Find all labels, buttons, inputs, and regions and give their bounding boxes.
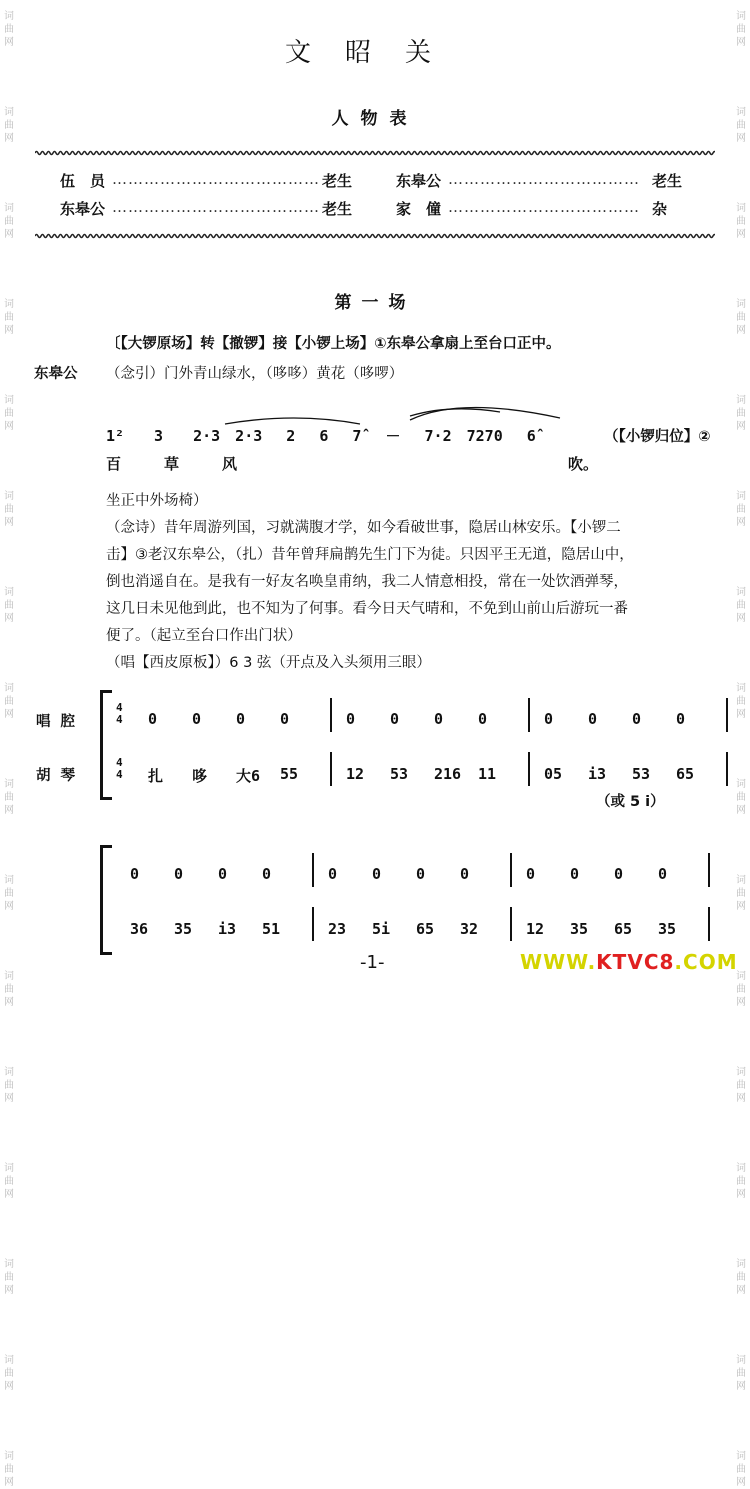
score-note: 0 [174,865,184,883]
score-note: 0 [328,865,338,883]
score-note: 0 [676,710,686,728]
score-note: 0 [614,865,624,883]
score-system-1 [100,690,725,800]
scene-heading: 第一场 [334,293,416,313]
side-watermark-group: 词 曲 网 [736,11,746,48]
score-note: 0 [632,710,642,728]
side-watermark-group: 词 曲 网 [4,1259,14,1296]
side-watermark-group: 词 曲 网 [736,299,746,336]
character-list-heading: 人物表 [331,109,419,129]
leader-dots: ……………………………… [448,198,640,216]
barline [330,698,332,732]
barline [510,853,512,887]
watermark-char: W [566,950,588,974]
score-note: 53 [390,765,409,783]
side-watermark-group: 词 曲 网 [4,587,14,624]
score-note: 11 [478,765,497,783]
score-note: 0 [130,865,140,883]
lyric-char: 风 [222,455,238,473]
score-note: 216 [434,765,462,783]
side-watermark-group: 词 曲 网 [4,779,14,816]
character-type: 老生 [322,200,353,218]
score-note: 0 [390,710,400,728]
lyric-char: 吹。 [568,455,599,473]
side-watermark-group: 词 曲 网 [736,1067,746,1104]
bracket-top [100,845,112,848]
side-watermark-group: 词 曲 网 [736,587,746,624]
side-watermark-group: 词 曲 网 [4,107,14,144]
watermark-char: V [627,950,644,974]
side-watermark-group: 词 曲 网 [4,11,14,48]
score-note: 0 [372,865,382,883]
character-name: 伍 员 [60,172,106,190]
dialogue-line: 这几日未见他到此，也不知为了何事。看今日天气晴和，不免到山前山后游玩一番 [106,601,628,617]
time-signature: 4 4 [116,756,123,781]
wavy-divider-bottom [35,233,715,239]
score-note: 05 [544,765,563,783]
side-watermark-group: 词 曲 网 [736,875,746,912]
score-note: 65 [416,920,435,938]
score-note: 35 [658,920,677,938]
score-note: 0 [478,710,488,728]
watermark-char: W [520,950,544,974]
barline [100,690,103,800]
score-note: 扎 [148,767,164,785]
side-watermark-group: 词 曲 网 [736,1163,746,1200]
score-note: 55 [280,765,299,783]
score-note: 35 [174,920,193,938]
site-watermark [520,950,738,974]
alternate-note: （或 5 i） [596,794,665,810]
side-watermark-group: 词 曲 网 [736,971,746,1008]
watermark-char: O [698,950,717,974]
side-watermark-group: 词 曲 网 [736,683,746,720]
character-row [60,198,700,226]
score-note: 0 [526,865,536,883]
score-note: i3 [588,765,607,783]
dialogue-line: 倒也消遥自在。是我有一好友名唤皇甫纳，我二人情意相投，常在一处饮酒弹琴， [106,574,628,590]
barline [100,845,103,955]
side-watermark-group: 词 曲 网 [4,1067,14,1104]
score-note: 0 [460,865,470,883]
barline [312,853,314,887]
score-note: 0 [588,710,598,728]
score-note: 0 [192,710,202,728]
character-name: 家 僮 [396,200,442,218]
leader-dots: ………………………………… [112,198,320,216]
dialogue-line: 坐正中外场椅） [106,493,208,509]
score-note: 65 [614,920,633,938]
barline [312,907,314,941]
barline [708,853,710,887]
barline [330,752,332,786]
side-watermark-group: 词 曲 网 [4,203,14,240]
leader-dots: ……………………………… [448,170,640,188]
score-note: 0 [570,865,580,883]
vocal-label: 唱腔 [36,714,85,730]
side-watermark-group: 词 曲 网 [4,1355,14,1392]
side-watermark-group: 词 曲 网 [4,683,14,720]
bracket-top [100,690,112,693]
score-note: 0 [544,710,554,728]
stage-direction-inline: （【小锣归位】② [604,429,711,445]
page-title: 文昭关 [284,38,465,68]
watermark-char: . [674,950,684,974]
side-watermark-group: 词 曲 网 [4,395,14,432]
score-note: 51 [262,920,281,938]
score-note: 0 [236,710,246,728]
side-watermark-group: 词 曲 网 [4,875,14,912]
barline [726,752,728,786]
side-watermark-group: 词 曲 网 [4,1163,14,1200]
dialogue-line: （唱【西皮原板】）6 3 弦（开点及入头须用三眼） [106,655,431,671]
dialogue-paragraph [106,488,718,677]
dialogue-line: 击】③老汉东皋公，（扎）昔年曾拜扁鹊先生门下为徒。只因平王无道，隐居山中， [106,547,634,563]
slur-marks-2 [220,412,370,426]
character-type: 杂 [652,200,668,218]
watermark-char: W [543,950,567,974]
score-note: 65 [676,765,695,783]
score-note: 0 [218,865,228,883]
side-watermark-group: 词 曲 网 [736,395,746,432]
score-note: 53 [632,765,651,783]
score-note: 0 [416,865,426,883]
side-watermark-group: 词 曲 网 [736,1355,746,1392]
character-name: 东皋公 [396,172,442,190]
score-system-2 [100,845,725,955]
watermark-text [520,950,738,974]
dialogue-line: （念诗）昔年周游列国，习就满腹才学，如今看破世事，隐居山林安乐。【小锣二 [106,520,621,536]
side-watermark-group: 词 曲 网 [4,299,14,336]
lyric-char: 草 [164,455,180,473]
stage-direction: 〔【大锣原场】转【撤锣】接【小锣上场】①东皋公拿扇上至台口正中。 [106,336,561,352]
score-note: 32 [460,920,479,938]
barline [528,698,530,732]
side-watermark-group: 词 曲 网 [736,1451,746,1488]
side-watermark-group: 词 曲 网 [4,491,14,528]
slur-marks [380,394,580,424]
erhu-label: 胡琴 [36,768,85,784]
watermark-char: . [587,950,597,974]
watermark-char: C [643,950,660,974]
score-note: 哆 [192,767,208,785]
watermark-char: M [716,950,738,974]
score-note: 12 [346,765,365,783]
score-note: 0 [148,710,158,728]
score-note: 0 [280,710,290,728]
character-type: 老生 [652,172,683,190]
score-note: 23 [328,920,347,938]
score-note: 0 [658,865,668,883]
watermark-char: K [596,950,613,974]
side-watermark-group: 词 曲 网 [4,971,14,1008]
score-note: 12 [526,920,545,938]
score-note: 36 [130,920,149,938]
side-watermark-group: 词 曲 网 [736,107,746,144]
watermark-char: C [683,950,699,974]
character-row [60,170,700,198]
wavy-divider-top [35,150,715,156]
watermark-char: T [612,950,628,974]
speaker-label: 东皋公 [34,366,78,382]
side-watermark-group: 词 曲 网 [736,491,746,528]
lyric-char: 百 [106,455,122,473]
leader-dots: ………………………………… [112,170,320,188]
character-name: 东皋公 [60,200,106,218]
score-note: 0 [346,710,356,728]
melody-notation: 1² 3 2·3 2·3 2 6 7̂ － 7·2 7270 6̂ [106,427,536,445]
score-note: 0 [262,865,272,883]
page-number: -1- [360,952,385,973]
barline [510,907,512,941]
bracket-bottom [100,797,112,800]
score-note: 0 [434,710,444,728]
watermark-char: 8 [659,950,675,974]
side-watermark-group: 词 曲 网 [736,203,746,240]
side-watermark-right [734,0,748,1488]
character-table [60,170,700,226]
barline [528,752,530,786]
side-watermark-left [2,0,16,1488]
barline [726,698,728,732]
bracket-bottom [100,952,112,955]
side-watermark-group: 词 曲 网 [736,1259,746,1296]
barline [708,907,710,941]
recitation-line: （念引）门外青山绿水，（哆哆）黄花（哆啰） [106,366,404,382]
score-note: i3 [218,920,237,938]
side-watermark-group: 词 曲 网 [736,779,746,816]
time-signature: 4 4 [116,701,123,726]
side-watermark-group: 词 曲 网 [4,1451,14,1488]
score-note: 5i [372,920,391,938]
dialogue-line: 便了。（起立至台口作出门状） [106,628,302,644]
score-note: 35 [570,920,589,938]
score-note: 大6 [236,767,261,785]
character-type: 老生 [322,172,353,190]
